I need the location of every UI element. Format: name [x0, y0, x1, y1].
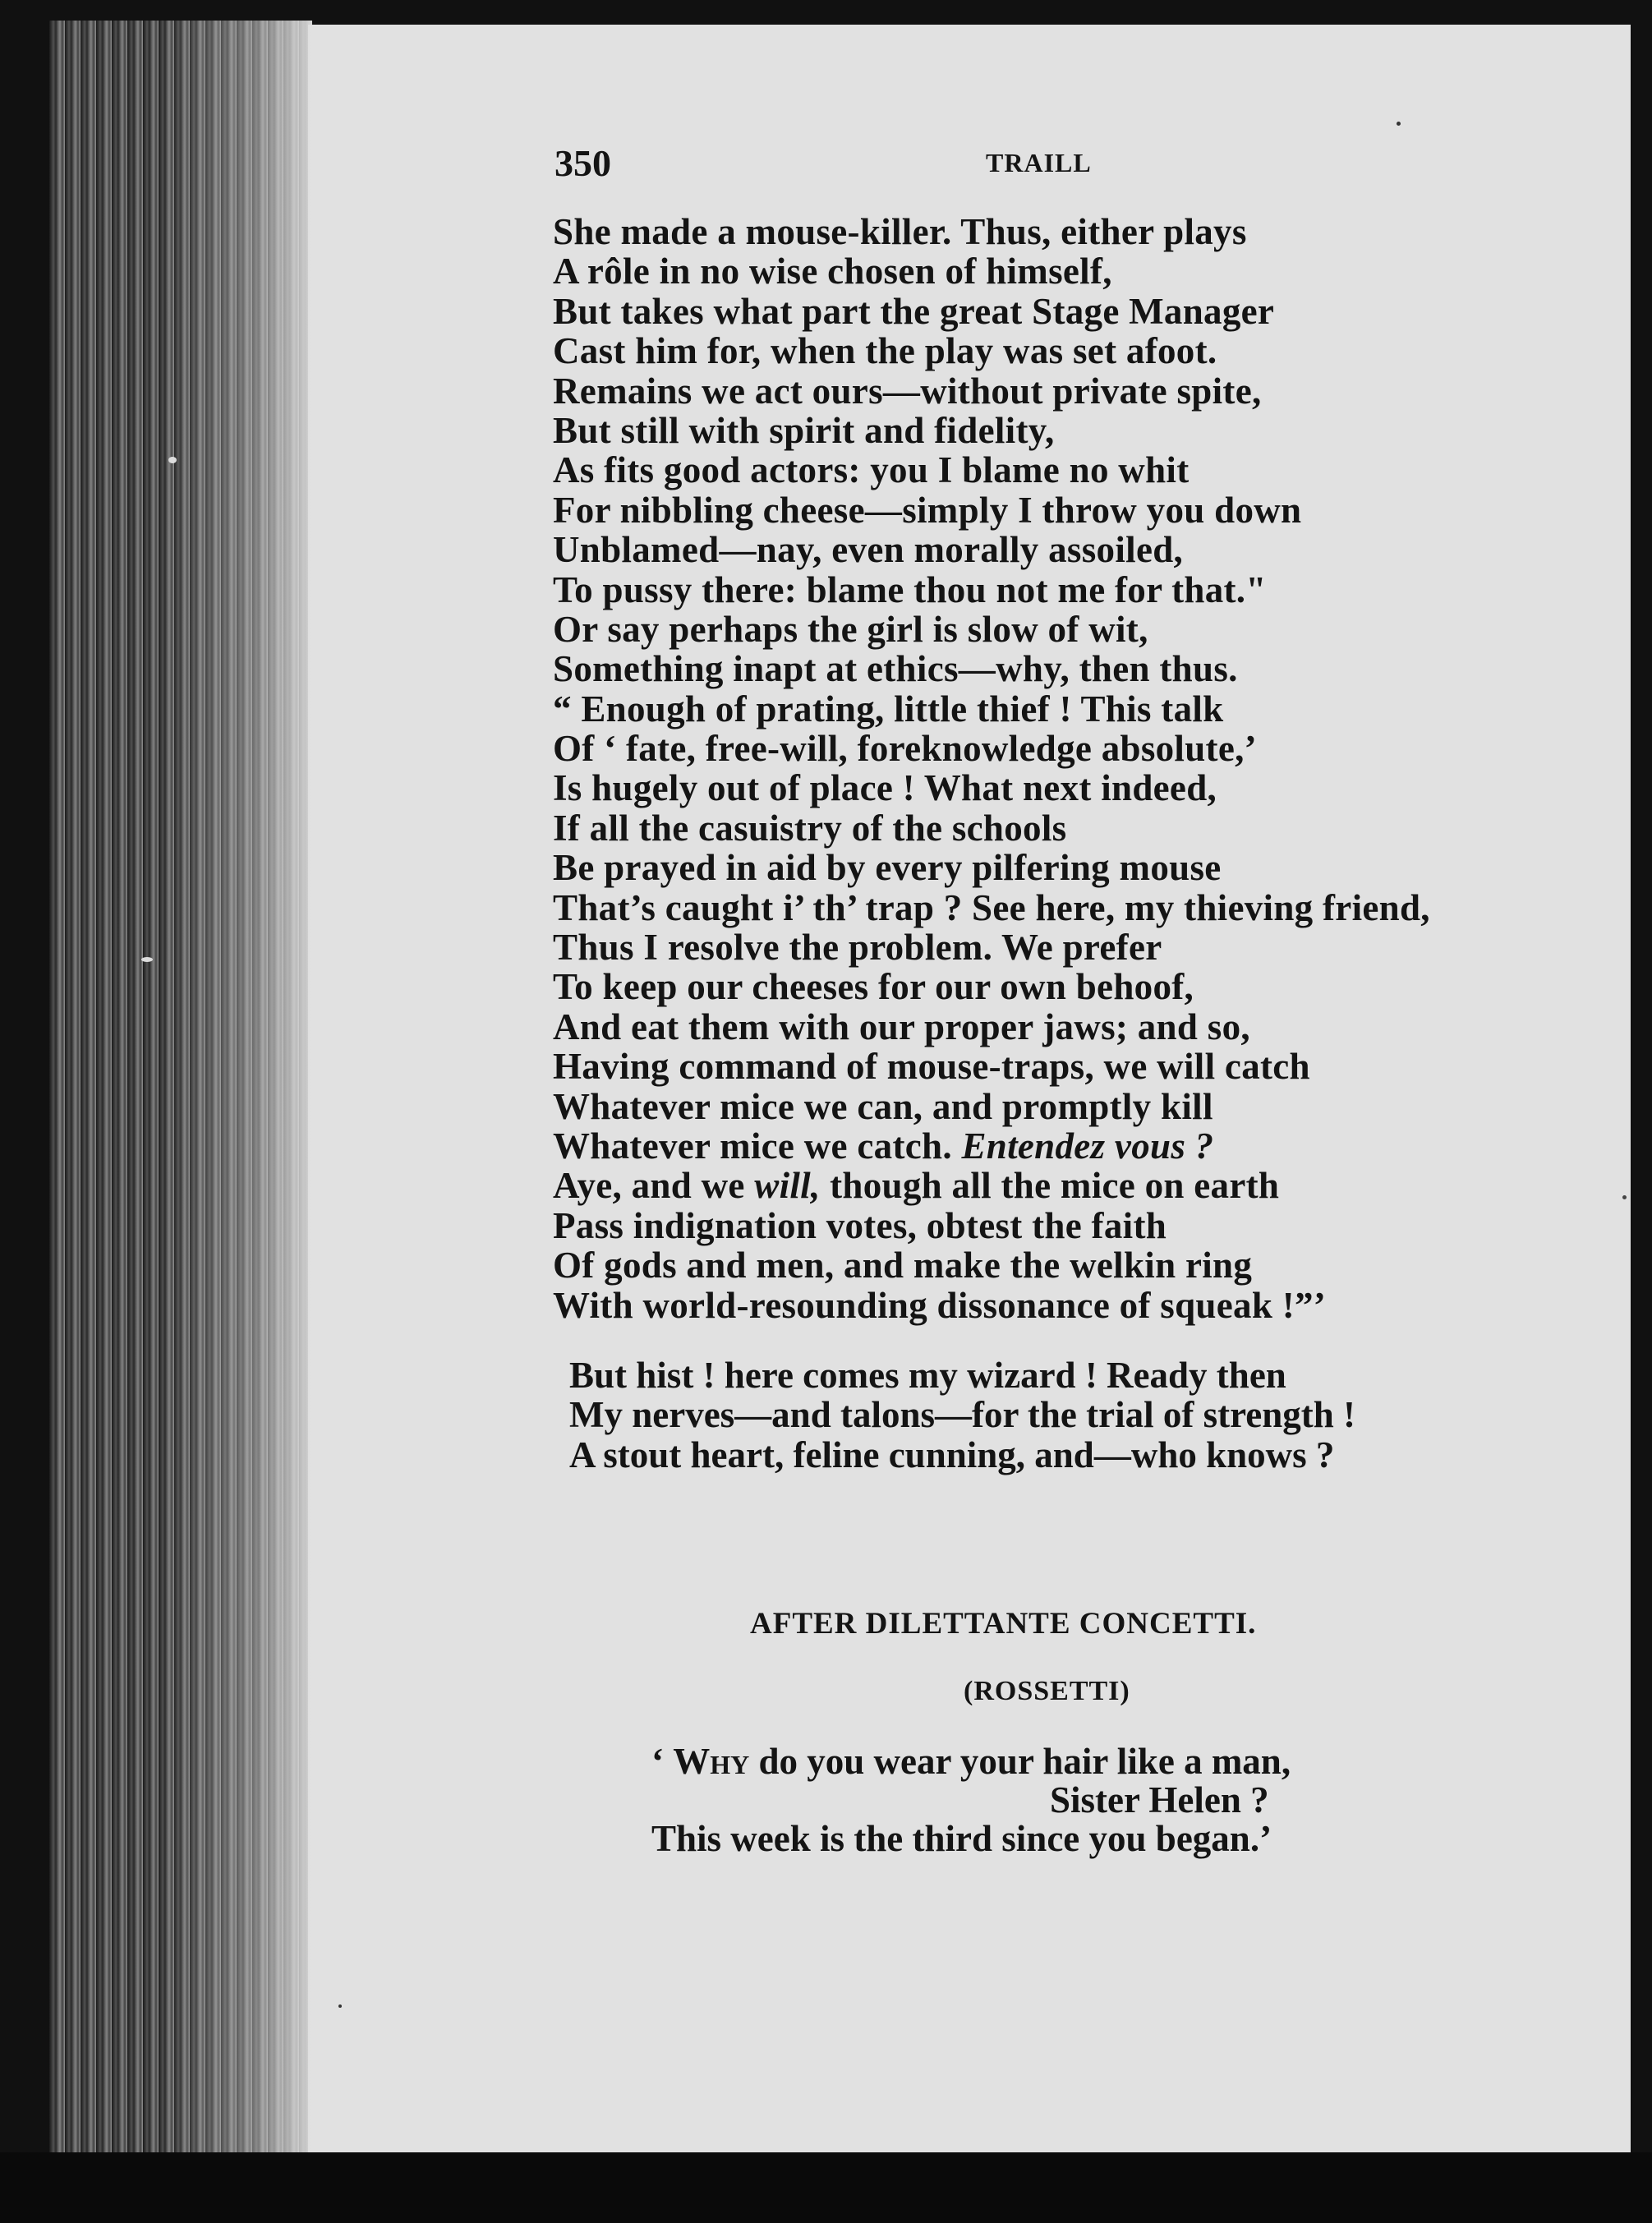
poem-line: To pussy there: blame thou not me for that."	[553, 568, 1267, 610]
poem-line: Something inapt at ethics—why, then thus.	[553, 648, 1238, 690]
bottom-shadow	[0, 2152, 1652, 2223]
poem-line: But takes what part the great Stage Manager	[553, 290, 1275, 332]
poem-line: A stout heart, feline cunning, and—who knows ?	[569, 1434, 1335, 1475]
verse-line: This week is the third since you began.’	[651, 1818, 1272, 1859]
poem-line: “ Enough of prating, little thief ! This talk	[553, 688, 1224, 729]
poem-line: Is hugely out of place ! What next indeed,	[553, 767, 1217, 809]
poem-line: My nerves—and talons—for the trial of strength !	[569, 1394, 1355, 1436]
section-title: AFTER DILETTANTE CONCETTI.	[750, 1607, 1257, 1641]
gutter-shading	[164, 21, 312, 2156]
poem-line: Unblamed—nay, even morally assoiled,	[553, 529, 1184, 571]
poem-line-italic: Entendez vous ?	[961, 1125, 1214, 1167]
poem-line: To keep our cheeses for our own behoof,	[553, 966, 1194, 1008]
scan-speck	[141, 957, 153, 962]
verse-text: do you wear your hair like a man,	[749, 1741, 1291, 1782]
verse-line	[651, 1740, 1291, 1783]
poem-stanza-2	[569, 1355, 1355, 1475]
poem-line: Of gods and men, and make the welkin ring	[553, 1245, 1253, 1286]
verse-line: Sister Helen ?	[1050, 1779, 1269, 1820]
poem-line: Or say perhaps the girl is slow of wit,	[553, 608, 1148, 650]
poem-line: Whatever mice we can, and promptly kill	[553, 1085, 1213, 1127]
poem-line-text: Whatever mice we catch.	[553, 1125, 962, 1167]
poem-line: Thus I resolve the problem. We prefer	[553, 927, 1162, 969]
scan-speck	[338, 2004, 342, 2008]
poem-line: She made a mouse-killer. Thus, either plays	[553, 211, 1247, 252]
poem-line-text: though all the mice on earth	[820, 1165, 1280, 1207]
poem-line: Pass indignation votes, obtest the faith	[553, 1204, 1167, 1246]
poem-line-italic: will,	[754, 1165, 821, 1207]
poem-stanza-1	[553, 212, 1430, 1325]
scan-speck	[1622, 1195, 1627, 1199]
poem-line: That’s caught i’ th’ trap ? See here, my thieving friend,	[553, 886, 1430, 928]
page-number: 350	[555, 142, 611, 184]
poem-line	[553, 1166, 1430, 1205]
poem-line-text: Aye, and we	[553, 1165, 755, 1207]
running-head: TRAILL	[986, 148, 1092, 177]
poem-line: A rôle in no wise chosen of himself,	[553, 251, 1112, 292]
poem-line: But hist ! here comes my wizard ! Ready then	[569, 1355, 1286, 1396]
verse-smallcaps: Why	[673, 1741, 750, 1782]
poem-line: Be prayed in aid by every pilfering mouse	[553, 847, 1222, 889]
verse-open-quote: ‘	[651, 1741, 674, 1782]
poem-line: If all the casuistry of the schools	[553, 807, 1067, 849]
poem-line	[553, 1126, 1430, 1166]
scan-speck	[168, 457, 177, 463]
poem-line: Of ‘ fate, free-will, foreknowledge absolute,’	[553, 728, 1257, 770]
scan-speck	[1397, 122, 1401, 126]
poem-line: And eat them with our proper jaws; and so,	[553, 1006, 1250, 1047]
poem-line: Cast him for, when the play was set afoot.	[553, 330, 1217, 372]
poem-line: As fits good actors: you I blame no whit	[553, 449, 1190, 491]
section-subtitle: (ROSSETTI)	[964, 1676, 1130, 1706]
poem-line: Remains we act ours—without private spite,	[553, 370, 1262, 412]
poem-line: But still with spirit and fidelity,	[553, 409, 1055, 451]
poem-line: With world-resounding dissonance of squeak !”’	[553, 1284, 1327, 1326]
poem-line: Having command of mouse-traps, we will catch	[553, 1046, 1310, 1088]
poem-line: For nibbling cheese—simply I throw you down	[553, 489, 1302, 531]
